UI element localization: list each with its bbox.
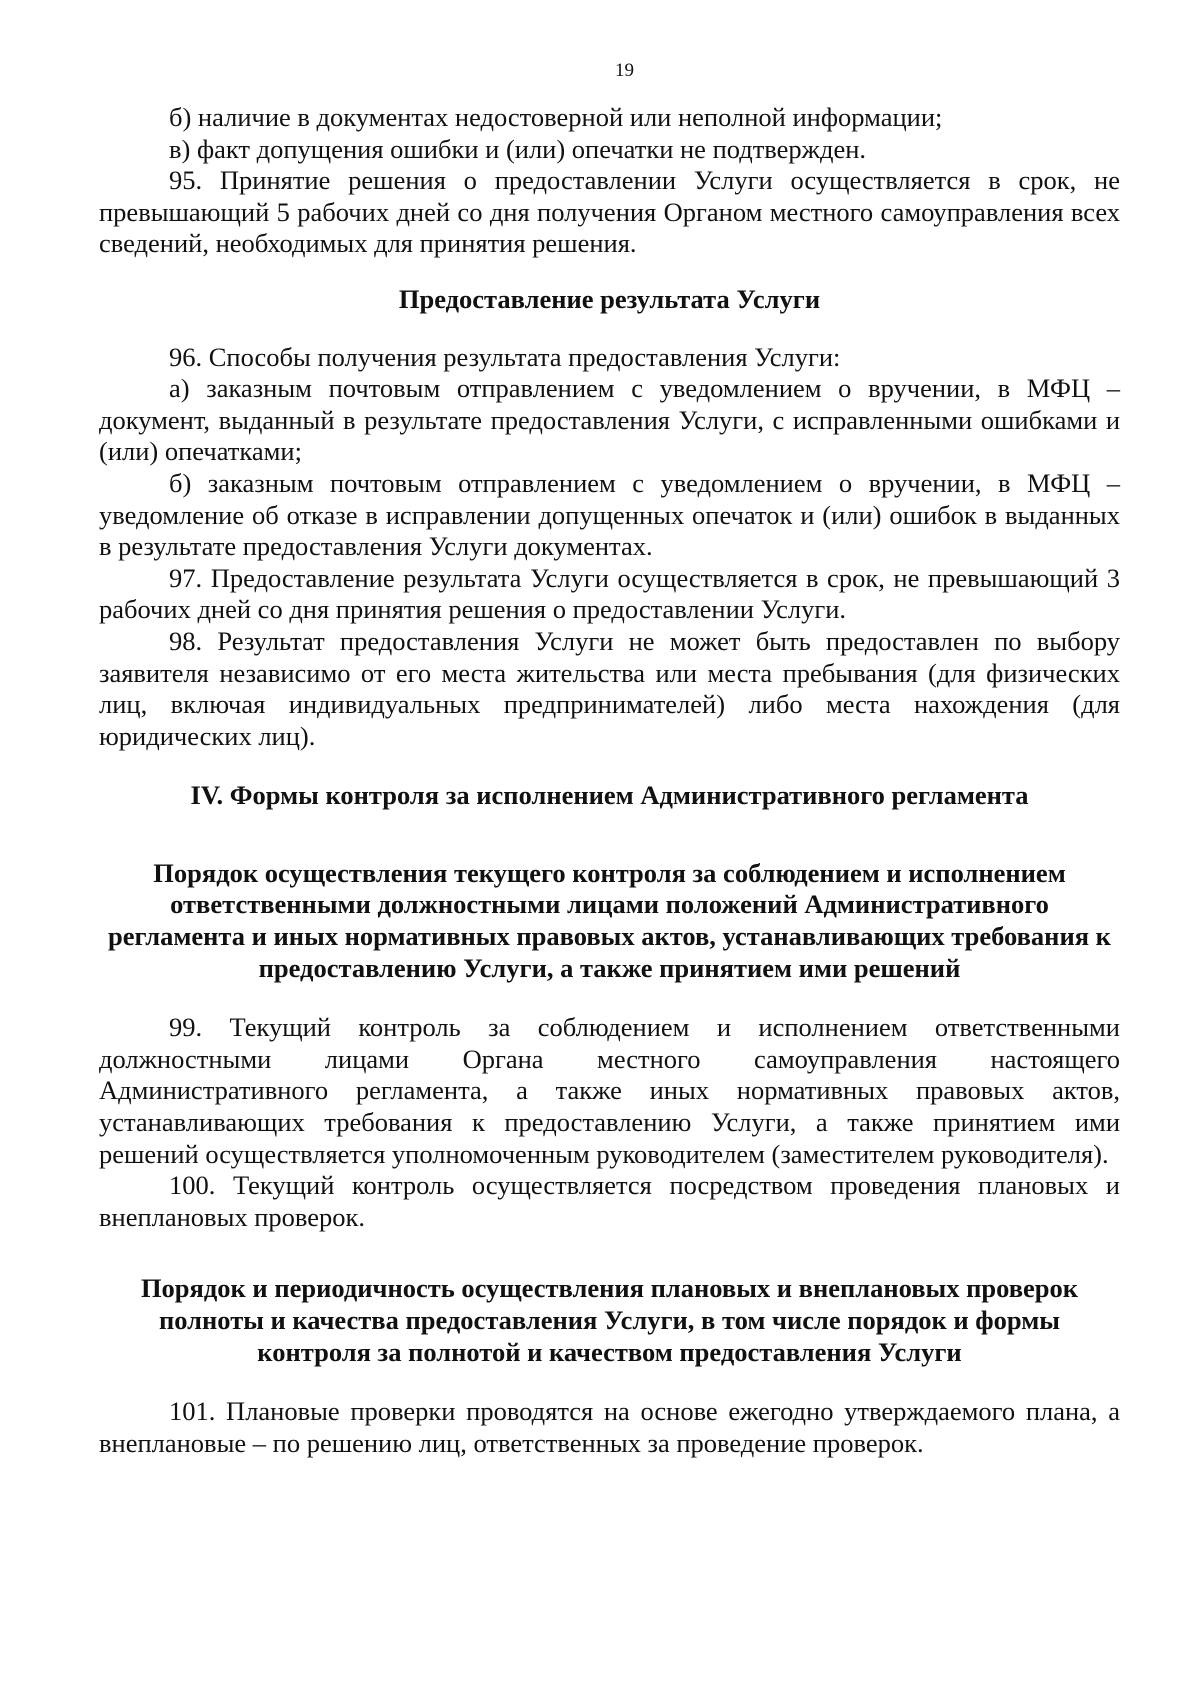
paragraph-99: 99. Текущий контроль за соблюдением и исполнением ответственными должностными лицами Органа местного самоуправления настоящего Административного регламента, а также иных нормативных правовых актов, устанавливающих требования к предоставлению Услуги, а также принятием ими решений осуществляется уполномоченным руководителем (заместителем руководителя). — [99, 1012, 1120, 1169]
page-number: 19 — [615, 60, 634, 81]
chapter-heading-iv: IV. Формы контроля за исполнением Административного регламента — [190, 780, 1029, 811]
section-heading-result: Предоставление результата Услуги — [398, 283, 821, 314]
section-heading-current-control: Порядок осуществления текущего контроля за соблюдением и исполнением ответственными должностными лицами положений Административного регламента и иных нормативных правовых актов, устанавливающих требования к предоставлению Услуги, а также принятием ими решений — [108, 857, 1111, 983]
paragraph-item-b-incomplete-info: б) наличие в документах недостоверной или неполной информации; — [169, 102, 943, 132]
paragraph-96-a: а) заказным почтовым отправлением с уведомлением о вручении, в МФЦ – документ, выданный в результате предоставления Услуги, с исправленными ошибками и (или) опечатками; — [99, 373, 1120, 467]
paragraph-96-b: б) заказным почтовым отправлением с уведомлением о вручении, в МФЦ – уведомление об отказе в исправлении допущенных опечаток и (или) ошибок в выданных в результате предоставления Услуги документах. — [99, 467, 1120, 562]
paragraph-95: 95. Принятие решения о предоставлении Услуги осуществляется в срок, не превышающий 5 рабочих дней со дня получения Органом местного самоуправления всех сведений, необходимых для принятия решения. — [99, 165, 1120, 259]
paragraph-100: 100. Текущий контроль осуществляется посредством проведения плановых и внеплановых проверок. — [99, 1170, 1120, 1232]
paragraph-98: 98. Результат предоставления Услуги не может быть предоставлен по выбору заявителя независимо от его места жительства или места пребывания (для физических лиц, включая индивидуальных предпринимателей) либо места нахождения (для юридических лиц). — [99, 625, 1120, 751]
section-heading-inspections: Порядок и периодичность осуществления плановых и внеплановых проверок полноты и качества предоставления Услуги, в том числе порядок и формы контроля за полнотой и качеством предоставления Услуги — [140, 1273, 1079, 1367]
paragraph-item-v-error-not-confirmed: в) факт допущения ошибки и (или) опечатки не подтвержден. — [169, 133, 867, 164]
paragraph-96: 96. Способы получения результата предоставления Услуги: — [169, 341, 841, 372]
paragraph-101: 101. Плановые проверки проводятся на основе ежегодно утверждаемого плана, а внеплановые – по решению лиц, ответственных за проведение проверок. — [99, 1396, 1120, 1458]
paragraph-97: 97. Предоставление результата Услуги осуществляется в срок, не превышающий 3 рабочих дней со дня принятия решения о предоставлении Услуги. — [99, 562, 1120, 625]
